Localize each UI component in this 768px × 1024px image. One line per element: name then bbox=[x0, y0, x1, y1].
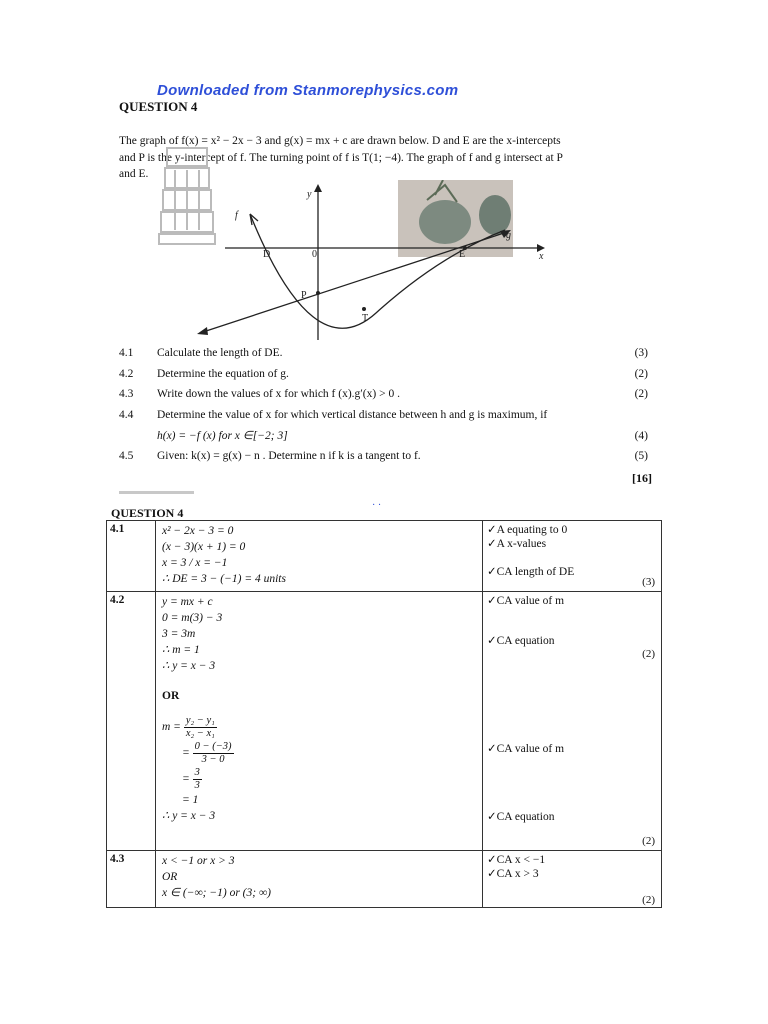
memo-num: 4.3 bbox=[107, 851, 156, 908]
memo-working: x² − 2x − 3 = 0 (x − 3)(x + 1) = 0 x = 3 / x = −1 ∴ DE = 3 − (−1) = 4 units bbox=[156, 521, 483, 592]
label-origin: 0 bbox=[312, 249, 317, 260]
cutoff-blue-text: · · bbox=[372, 500, 382, 511]
memo-row-4-3 bbox=[107, 851, 662, 908]
memo-row-4-1 bbox=[107, 521, 662, 592]
memo-num: 4.1 bbox=[107, 521, 156, 592]
memo-working: y = mx + c 0 = m(3) − 3 3 = 3m ∴ m = 1 ∴ y = x − 3 OR m = $\frac{\text{y₂ − y₁}}{\text{x₂ − x₁}}$ = $\frac{0 - (-3)}{3 - 0}$ = $\frac{3}{3}$ = 1 ∴ y = x − 3 bbox=[156, 592, 483, 851]
memo-marking: ✓A equating to 0 ✓A x-values ✓CA length of DE (3) bbox=[483, 521, 662, 592]
label-y: y bbox=[307, 189, 312, 200]
intro-line-3: and E. bbox=[119, 168, 149, 180]
cutoff-strip bbox=[119, 491, 194, 494]
turning-point-t bbox=[362, 307, 366, 311]
gradient-formula: $\frac{\text{y₂ − y₁}}{\text{x₂ − x₁}}$ bbox=[185, 714, 215, 739]
memo-marking: ✓CA value of m ✓CA equation (2) ✓CA value of m ✓CA equation (2) bbox=[483, 592, 662, 851]
label-x: x bbox=[539, 251, 544, 262]
label-g: g bbox=[506, 230, 511, 241]
total-marks: [16] bbox=[632, 471, 652, 485]
intro-line-1: The graph of f(x) = x² − 2x − 3 and g(x) = mx + c are drawn below. D and E are the x-intercepts bbox=[119, 135, 561, 147]
memo-working: x < −1 or x > 3 OR x ∈ (−∞; −1) or (3; ∞) bbox=[156, 851, 483, 908]
question-title: QUESTION 4 bbox=[119, 99, 198, 114]
memo-table bbox=[106, 520, 662, 908]
memo-marking: ✓CA x < −1 ✓CA x > 3 (2) bbox=[483, 851, 662, 908]
label-p: P bbox=[301, 290, 307, 301]
intro-line-2: and P is the y-intercept of f. The turning point of f is T(1; −4). The graph of f and g intersect at P bbox=[119, 151, 563, 164]
memo-title: QUESTION 4 bbox=[111, 506, 184, 520]
label-d: D bbox=[263, 249, 271, 260]
download-source-banner[interactable]: Downloaded from Stanmorephysics.com bbox=[157, 82, 459, 99]
label-t: T bbox=[362, 313, 369, 324]
line-g bbox=[200, 232, 507, 333]
label-f: f bbox=[235, 210, 238, 221]
label-e: E bbox=[459, 249, 466, 260]
point-p bbox=[316, 291, 320, 295]
memo-row-4-2 bbox=[107, 592, 662, 851]
memo-num: 4.2 bbox=[107, 592, 156, 851]
function-graph bbox=[195, 180, 555, 345]
